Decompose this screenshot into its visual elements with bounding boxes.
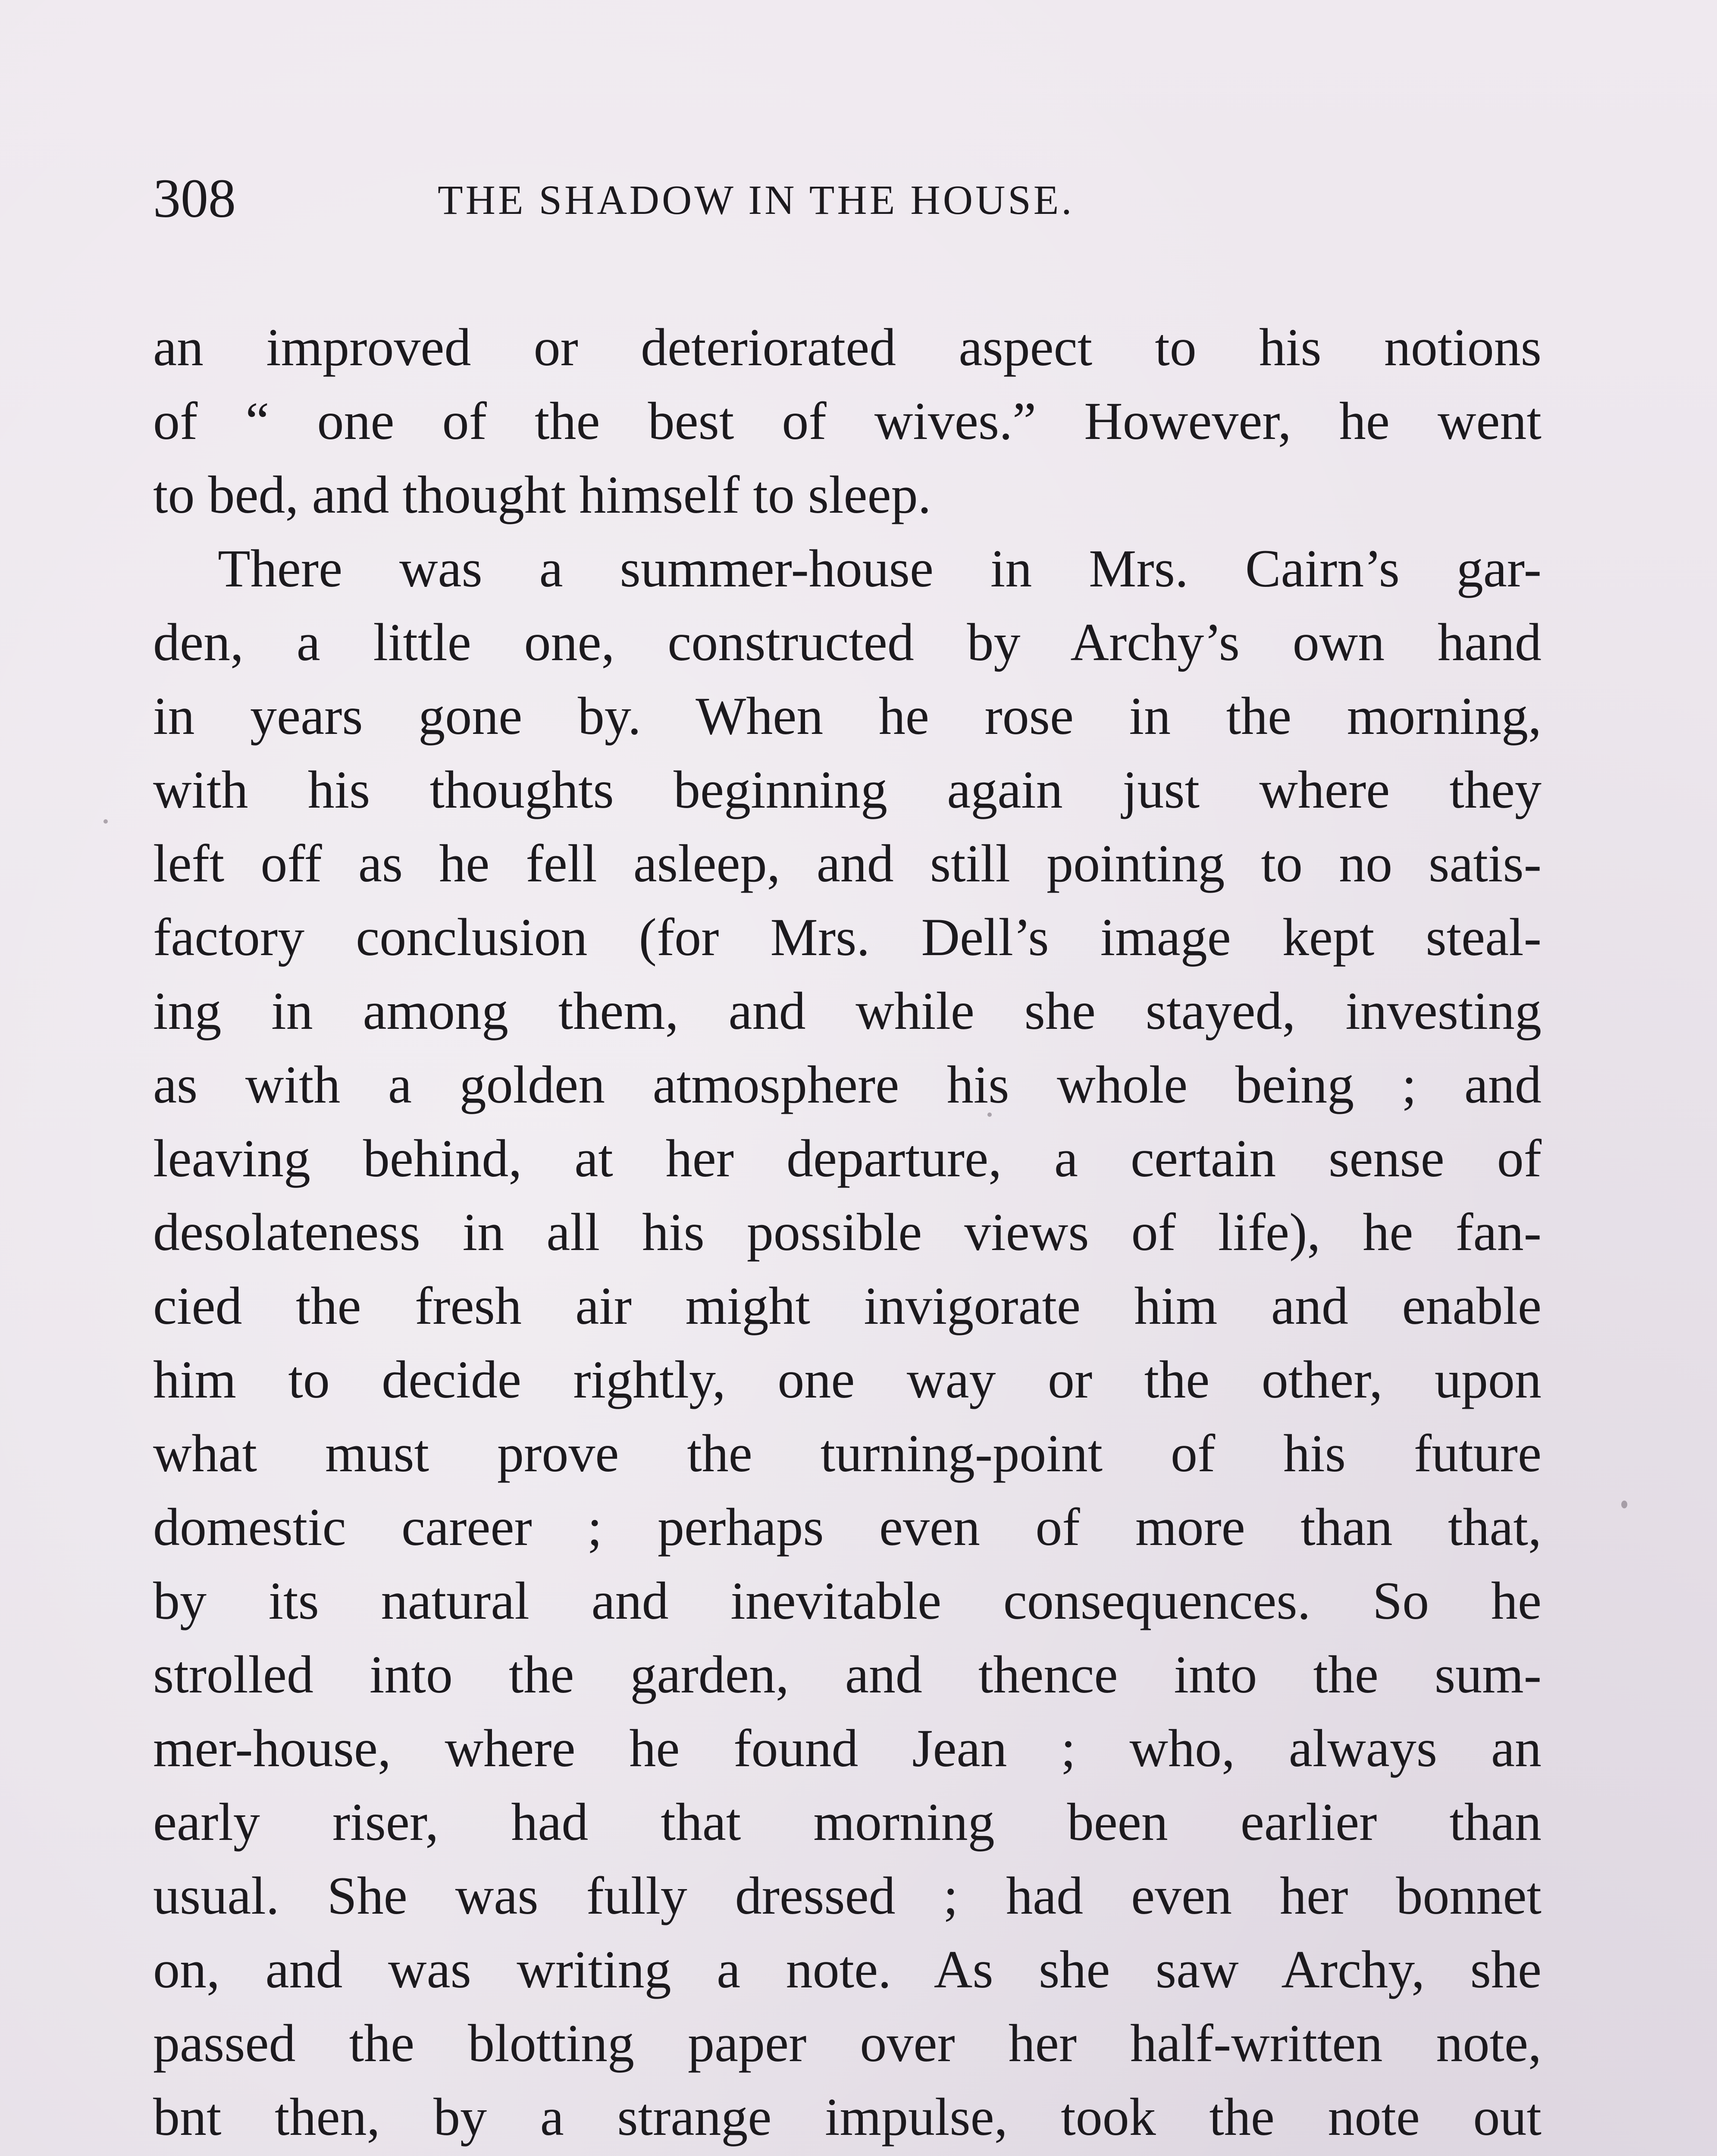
text-line: passed the blotting paper over her half-written note, (153, 2014, 1542, 2073)
text-line: There was a summer-house in Mrs. Cairn’s gar- (218, 539, 1542, 598)
text-line: to bed, and thought himself to sleep. (153, 465, 931, 524)
text-line: domestic career ; perhaps even of more than that, (153, 1498, 1542, 1557)
text-line: factory conclusion (for Mrs. Dell’s image kept steal- (153, 908, 1542, 967)
text-line: cied the fresh air might invigorate him and enable (153, 1276, 1542, 1335)
page-header (153, 164, 1533, 233)
text-line: usual. She was fully dressed ; had even her bonnet (153, 1866, 1542, 1925)
text-line (153, 2154, 1542, 2156)
text-line: in years gone by. When he rose in the morning, (153, 686, 1542, 746)
text-line: strolled into the garden, and thence into the sum- (153, 1645, 1542, 1704)
text-line: early riser, had that morning been earlier than (153, 1792, 1542, 1852)
text-line: ing in among them, and while she stayed, investing (153, 981, 1542, 1040)
text-line: desolateness in all his possible views of life), he fan- (153, 1203, 1542, 1262)
text-line: on, and was writing a note. As she saw Archy, she (153, 1940, 1542, 1999)
paper-speck (1621, 1501, 1627, 1508)
text-line: with his thoughts beginning again just where they (153, 760, 1542, 819)
page-number: 308 (153, 168, 236, 229)
text-line: an improved or deteriorated aspect to his notions (153, 318, 1542, 377)
text-line: as with a golden atmosphere his whole being ; and (153, 1055, 1542, 1114)
text-line: bnt then, by a strange impulse, took the note out (153, 2087, 1542, 2147)
paper-speck (987, 1112, 992, 1117)
text-line: left off as he fell asleep, and still pointing to no satis- (153, 834, 1542, 893)
text-line: mer-house, where he found Jean ; who, always an (153, 1719, 1542, 1778)
running-head: THE SHADOW IN THE HOUSE. (438, 177, 1075, 223)
text-line: by its natural and inevitable consequences. So he (153, 1571, 1542, 1630)
paper-speck (103, 819, 108, 824)
text-line: what must prove the turning-point of his future (153, 1424, 1542, 1483)
text-line: leaving behind, at her departure, a certain sense of (153, 1129, 1542, 1188)
body-text (153, 310, 1542, 2156)
text-line: him to decide rightly, one way or the other, upon (153, 1350, 1542, 1409)
text-line: den, a little one, constructed by Archy’s own hand (153, 613, 1542, 672)
text-line: of “ one of the best of wives.” However, he went (153, 392, 1542, 451)
